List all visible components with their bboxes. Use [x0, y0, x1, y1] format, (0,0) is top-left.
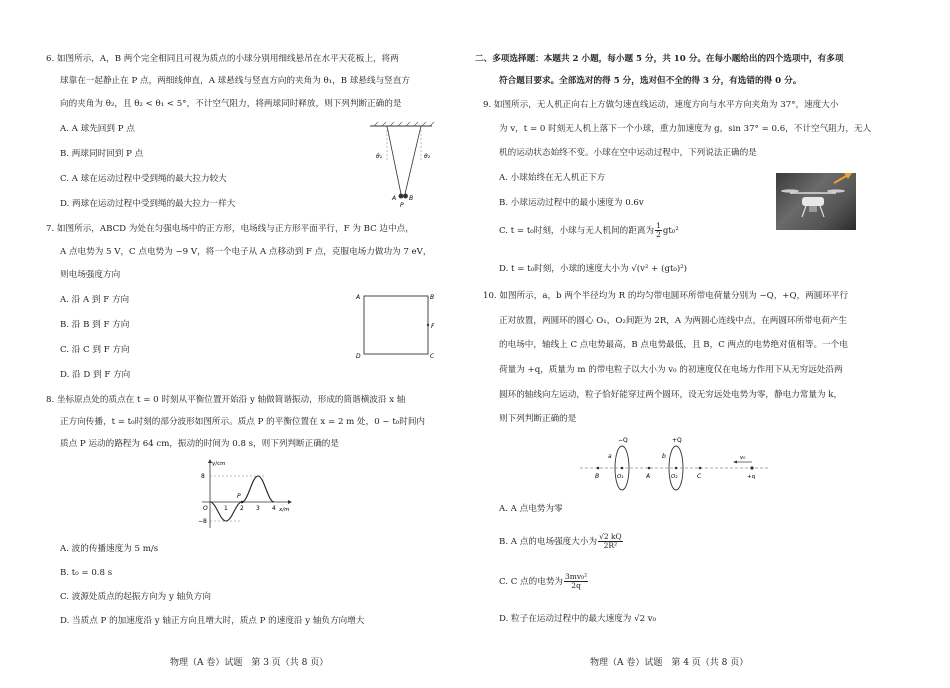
- q8-stem-line3: 质点 P 运动的路程为 64 cm，振动的时间为 0.8 s，则下列判断正确的是: [60, 439, 339, 449]
- q10-rings-figure: [580, 432, 780, 494]
- neg-q-label: −Q: [618, 437, 628, 444]
- x-tick-4: 4: [272, 505, 276, 512]
- q10-option-d[interactable]: D. 粒子在运动过程中的最大速度为 √2 v₀: [499, 614, 657, 624]
- q6-stem-line1: 6. 如图所示，A，B 两个完全相同且可视为质点的小球分别用细线悬吊在水平天花板上，将两: [46, 54, 399, 64]
- q8-option-a[interactable]: A. 波的传播速度为 5 m/s: [60, 544, 159, 554]
- q8-option-b[interactable]: B. t₀ = 0.8 s: [60, 568, 113, 578]
- vertex-b-label: B: [430, 294, 435, 301]
- q7-option-c[interactable]: C. 沿 C 到 F 方向: [60, 345, 130, 355]
- y-tick-positive: 8: [201, 473, 205, 480]
- q6-option-c[interactable]: C. A 球在运动过程中受到绳的最大拉力较大: [60, 174, 227, 184]
- q7-option-b[interactable]: B. 沿 B 到 F 方向: [60, 320, 130, 330]
- vertex-a-label: A: [356, 294, 361, 301]
- q9-option-c-text: C. t = t₀时刻，小球与无人机间的距离为: [499, 226, 655, 236]
- section-heading-line1: 二、多项选择题：本题共 2 小题，每小题 5 分，共 10 分。在每小题给出的四个选项中，有多项: [475, 54, 844, 64]
- point-f-label: F: [431, 323, 435, 330]
- pos-q-label: +Q: [672, 437, 682, 444]
- fraction-denominator: 2q: [571, 581, 581, 590]
- q6-pendulum-figure: [366, 120, 440, 212]
- q8-stem-line1: 8. 坐标原点处的质点在 t = 0 时刻从平衡位置开始沿 y 轴做简谐振动，形成的简谐横波沿 x 轴: [46, 395, 406, 405]
- fraction-numerator: 3mv₀²: [565, 572, 588, 581]
- q9-option-c-fraction: [655, 222, 662, 239]
- right-page: [475, 0, 950, 688]
- section-heading-line2: 符合题目要求。全部选对的得 5 分，选对但不全的得 3 分，有选错的得 0 分。: [499, 76, 802, 86]
- q10-option-c-fraction: [564, 573, 588, 590]
- q7-stem-line2: A 点电势为 5 V，C 点电势为 −9 V，将一个电子从 A 点移动到 F 点，克服电场力做功为 7 eV，: [60, 247, 432, 257]
- drone-photo: [776, 173, 856, 230]
- ball-b-label: B: [409, 195, 414, 202]
- q7-stem-line1: 7. 如图所示，ABCD 为处在匀强电场中的正方形，电场线与正方形平面平行，F 为 BC 边中点，: [46, 224, 414, 234]
- q10-stem-line2: 正对放置，两圆环的圆心 O₁，O₂间距为 2R，A 为两圆心连线中点，在两圆环所带电荷产生: [499, 316, 848, 326]
- q8-option-d[interactable]: D. 当质点 P 的加速度沿 y 轴正方向且增大时，质点 P 的速度沿 y 轴负方向增大: [60, 616, 365, 626]
- vertex-c-label: C: [430, 353, 435, 360]
- velocity-label: v₀: [740, 455, 746, 461]
- q9-option-c-suffix: gt₀²: [662, 226, 679, 236]
- q9-stem-line3: 机的运动状态始终不变。小球在空中运动过程中，下列说法正确的是: [499, 148, 757, 158]
- q9-stem-line2: 为 v，t = 0 时刻无人机上落下一个小球，重力加速度为 g，sin 37° = 0.6，不计空气阻力，无人: [499, 124, 872, 134]
- q10-stem-line4: 荷量为 +q，质量为 m 的带电粒子以大小为 v₀ 的初速度仅在电场力作用下从无穷远处沿两: [499, 365, 843, 375]
- point-c-label: C: [697, 473, 702, 480]
- fraction-denominator: 2: [656, 230, 661, 239]
- q10-stem-line3: 的电场中，轴线上 C 点电势最高，B 点电势最低，且 B，C 两点的电势绝对值相等。一个电: [499, 340, 848, 350]
- ring-a-label: a: [608, 453, 612, 460]
- fraction-numerator: √2 kQ: [599, 532, 622, 541]
- q9-option-c[interactable]: [499, 221, 679, 241]
- x-tick-2: 2: [240, 505, 244, 512]
- q7-option-a[interactable]: A. 沿 A 到 F 方向: [60, 295, 130, 305]
- theta1-label: θ₁: [376, 153, 383, 160]
- q10-stem-line6: 则下列判断正确的是: [499, 414, 577, 424]
- q6-stem-line2: 球靠在一起静止在 P 点，两细线伸直，A 球悬线与竖直方向的夹角为 θ₁，B 球悬线与竖直方: [60, 76, 410, 86]
- x-axis-label: x/m: [279, 507, 290, 513]
- q10-option-c[interactable]: [499, 570, 589, 594]
- origin-label: O: [203, 505, 208, 512]
- left-page-footer: 物理（A 卷）试题 第 3 页（共 8 页）: [170, 658, 329, 668]
- drone-icon: [776, 173, 856, 230]
- x-tick-1: 1: [224, 505, 228, 512]
- q10-option-b[interactable]: [499, 530, 624, 554]
- q10-option-b-text: B. A 点的电场强度大小为: [499, 537, 598, 547]
- x-tick-3: 3: [256, 505, 260, 512]
- q7-option-d[interactable]: D. 沿 D 到 F 方向: [60, 370, 131, 380]
- q8-option-c[interactable]: C. 波源处质点的起振方向为 y 轴负方向: [60, 592, 211, 602]
- center-o2-label: O₂: [671, 474, 678, 480]
- q6-option-b[interactable]: B. 两球同时回到 P 点: [60, 149, 144, 159]
- q10-option-b-fraction: [598, 533, 623, 550]
- theta2-label: θ₂: [424, 153, 431, 160]
- q6-option-a[interactable]: A. A 球先回到 P 点: [60, 124, 135, 134]
- ball-a-label: A: [392, 195, 397, 202]
- q9-stem-line1: 9. 如图所示，无人机正向右上方做匀速直线运动，速度方向与水平方向夹角为 37°，速度大小: [483, 100, 839, 110]
- ring-b-label: b: [662, 453, 666, 460]
- q8-wave-graph: [196, 456, 306, 532]
- q8-stem-line2: 正方向传播，t = t₀时刻的部分波形如图所示。质点 P 的平衡位置在 x = 2 m 处，0 ~ t₀时间内: [60, 417, 426, 427]
- q9-option-d[interactable]: D. t = t₀时刻，小球的速度大小为 √(v² + (gt₀)²): [499, 264, 688, 274]
- q10-stem-line5: 圆环的轴线向左运动，粒子恰好能穿过两个圆环，设无穷远处电势为零，静电力常量为 k，: [499, 390, 843, 400]
- q6-stem-line3: 向的夹角为 θ₂，且 θ₂ < θ₁ < 5°，不计空气阻力，将两球同时释放，则下列判断正确的是: [60, 99, 402, 109]
- center-o1-label: O₁: [617, 474, 624, 480]
- y-axis-label: y/cm: [212, 461, 226, 467]
- point-a-label: A: [646, 473, 651, 480]
- q9-option-b[interactable]: B. 小球运动过程中的最小速度为 0.6v: [499, 198, 644, 208]
- q10-stem-line1: 10. 如图所示，a，b 两个半径均为 R 的均匀带电圆环所带电荷量分别为 −Q，+Q，两圆环平行: [483, 291, 849, 301]
- point-p-label: P: [400, 202, 404, 209]
- point-p-label: P: [237, 493, 241, 500]
- q10-option-a[interactable]: A. A 点电势为零: [499, 504, 563, 514]
- fraction-denominator: 2R²: [603, 541, 618, 550]
- y-tick-negative: −8: [198, 518, 207, 525]
- q6-option-d[interactable]: D. 两球在运动过程中受到绳的最大拉力一样大: [60, 199, 236, 209]
- fraction-numerator: 1: [656, 221, 661, 230]
- right-page-footer: 物理（A 卷）试题 第 4 页（共 8 页）: [590, 658, 749, 668]
- q10-option-c-text: C. C 点的电势为: [499, 577, 564, 587]
- charge-label: +q: [747, 474, 756, 480]
- point-b-label: B: [595, 473, 600, 480]
- q7-stem-line3: 则电场强度方向: [60, 270, 121, 280]
- vertex-d-label: D: [356, 353, 361, 360]
- q9-option-a[interactable]: A. 小球始终在无人机正下方: [499, 173, 606, 183]
- q7-square-figure: [352, 290, 436, 362]
